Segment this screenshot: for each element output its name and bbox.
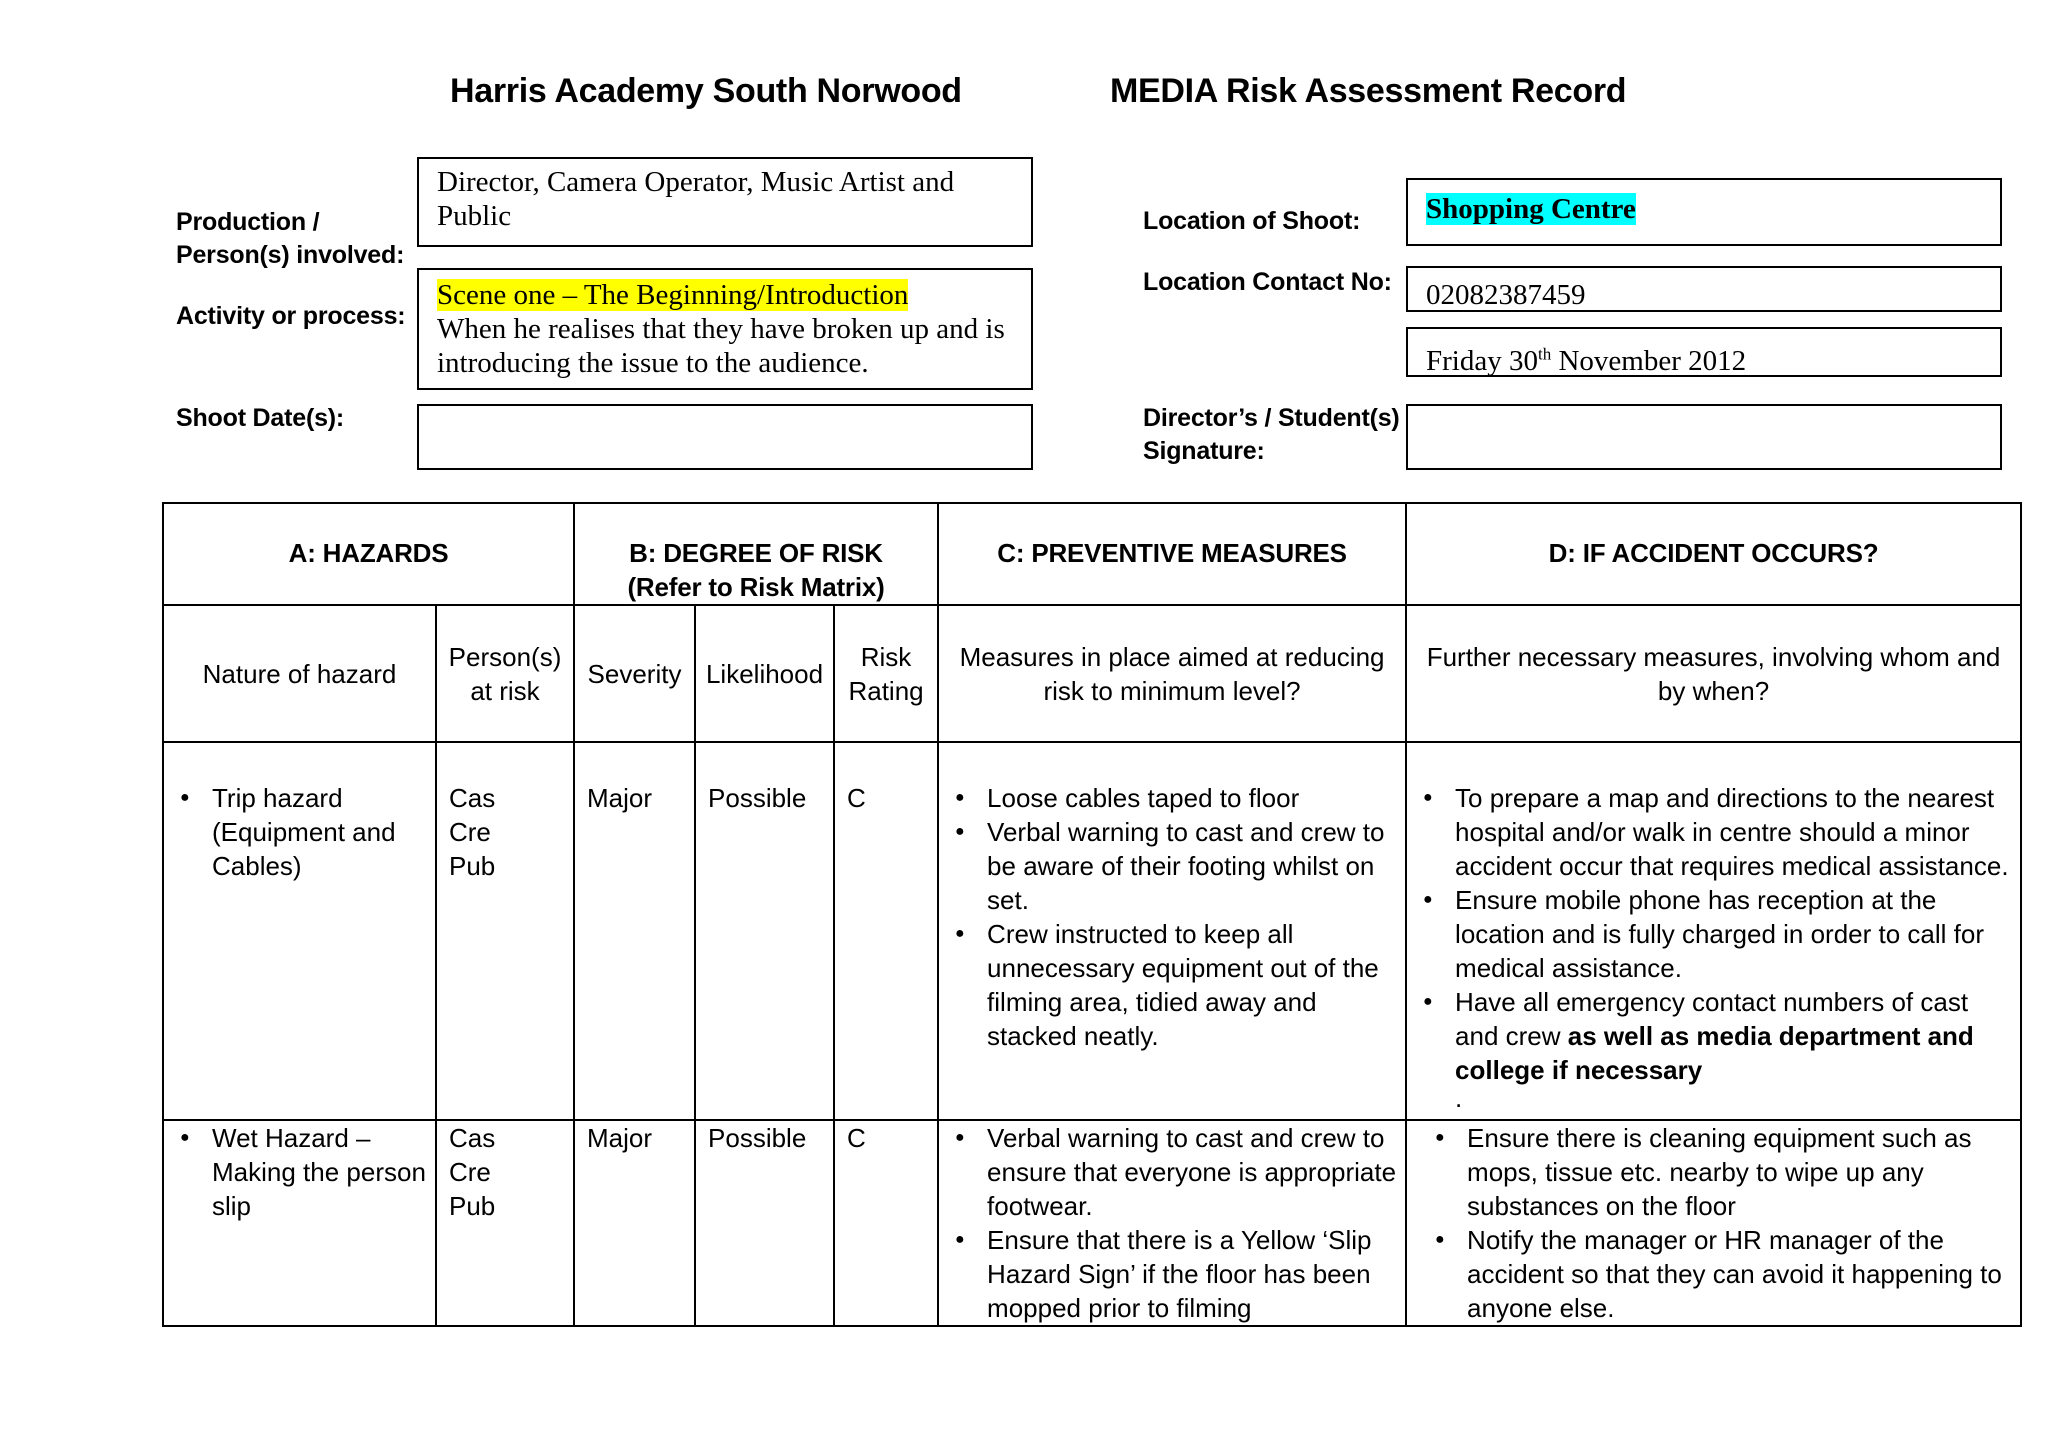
record-title: MEDIA Risk Assessment Record [1110, 72, 1627, 110]
measures-cell [938, 1120, 1406, 1326]
likelihood-cell: Possible [695, 742, 834, 1120]
production-field[interactable] [417, 157, 1033, 247]
contact-label: Location Contact No: [1143, 268, 1392, 296]
further-measures-cell [1406, 1120, 2021, 1326]
location-value: Shopping Centre [1426, 193, 1636, 225]
col-nature-of-hazard: Nature of hazard [163, 605, 436, 742]
date-field[interactable] [1406, 327, 2002, 377]
activity-description: When he realises that they have broken up and is introducing the issue to the audience. [437, 313, 1005, 379]
persons-cell: Cas Cre Pub [436, 742, 574, 1120]
severity-cell: Major [574, 1120, 695, 1326]
section-d-header: D: IF ACCIDENT OCCURS? [1406, 503, 2021, 605]
section-b-header: B: DEGREE OF RISK (Refer to Risk Matrix) [574, 503, 938, 605]
production-label: Production / Person(s) involved: [176, 208, 405, 269]
col-further-measures: Further necessary measures, involving whom and by when? [1406, 605, 2021, 742]
location-label: Location of Shoot: [1143, 207, 1361, 235]
shoot-dates-field[interactable] [417, 404, 1033, 470]
signature-label: Director’s / Student(s) Signature: [1143, 404, 1400, 465]
risk-rating-cell: C [834, 1120, 938, 1326]
activity-label: Activity or process: [176, 302, 406, 330]
risk-rating-cell: C [834, 742, 938, 1120]
measures-cell [938, 742, 1406, 1120]
section-c-header: C: PREVENTIVE MEASURES [938, 503, 1406, 605]
hazard-text: ● Trip hazard (Equipment and Cables) [212, 781, 427, 883]
signature-field[interactable] [1406, 404, 2002, 470]
section-header-row [163, 503, 2021, 605]
further-item: ● Ensure there is cleaning equipment such as mops, tissue etc. nearby to wipe up any substances on the floor [1467, 1121, 2012, 1223]
measure-item: ● Verbal warning to cast and crew to be aware of their footing whilst on set. [987, 815, 1397, 917]
activity-field[interactable] [417, 268, 1033, 390]
further-item: ● Have all emergency contact numbers of cast and crew as well as media department and college if necessary [1455, 985, 2012, 1087]
shoot-dates-label: Shoot Date(s): [176, 404, 345, 432]
measure-item: ● Crew instructed to keep all unnecessary equipment out of the filming area, tidied away and stacked neatly. [987, 917, 1397, 1053]
hazard-cell [163, 742, 436, 1120]
trailing-dot: . [1455, 1083, 1463, 1113]
further-item: ● Ensure mobile phone has reception at the location and is fully charged in order to call for medical assistance. [1455, 883, 2012, 985]
likelihood-cell: Possible [695, 1120, 834, 1326]
col-likelihood: Likelihood [695, 605, 834, 742]
further-item: ● Notify the manager or HR manager of the accident so that they can avoid it happening to anyone else. [1467, 1223, 2012, 1325]
date-value: Friday 30th November 2012 [1426, 344, 1747, 377]
contact-field[interactable] [1406, 266, 2002, 312]
further-item: ● To prepare a map and directions to the nearest hospital and/or walk in centre should a minor accident occur that requires medical assistance. [1455, 781, 2012, 883]
measure-item: ● Verbal warning to cast and crew to ensure that everyone is appropriate footwear. [987, 1121, 1397, 1223]
table-row [163, 1120, 2021, 1326]
column-header-row [163, 605, 2021, 742]
hazard-text: ● Wet Hazard – Making the person slip [212, 1121, 427, 1223]
table-row [163, 742, 2021, 1120]
measure-item: ● Ensure that there is a Yellow ‘Slip Hazard Sign’ if the floor has been mopped prior to filming [987, 1223, 1397, 1325]
measure-item: ● Loose cables taped to floor [987, 781, 1397, 815]
school-title: Harris Academy South Norwood [450, 72, 962, 110]
hazard-cell [163, 1120, 436, 1326]
persons-cell: Cas Cre Pub [436, 1120, 574, 1326]
col-persons-at-risk: Person(s) at risk [436, 605, 574, 742]
col-risk-rating: Risk Rating [834, 605, 938, 742]
location-field[interactable] [1406, 178, 2002, 246]
col-severity: Severity [574, 605, 695, 742]
contact-value: 02082387459 [1426, 279, 1586, 311]
severity-cell: Major [574, 742, 695, 1120]
risk-assessment-table [162, 502, 2022, 1327]
activity-scene-highlight: Scene one – The Beginning/Introduction [437, 279, 909, 311]
section-a-header: A: HAZARDS [163, 503, 574, 605]
col-measures: Measures in place aimed at reducing risk to minimum level? [938, 605, 1406, 742]
production-value: Director, Camera Operator, Music Artist and Public [437, 166, 955, 232]
further-measures-cell [1406, 742, 2021, 1120]
